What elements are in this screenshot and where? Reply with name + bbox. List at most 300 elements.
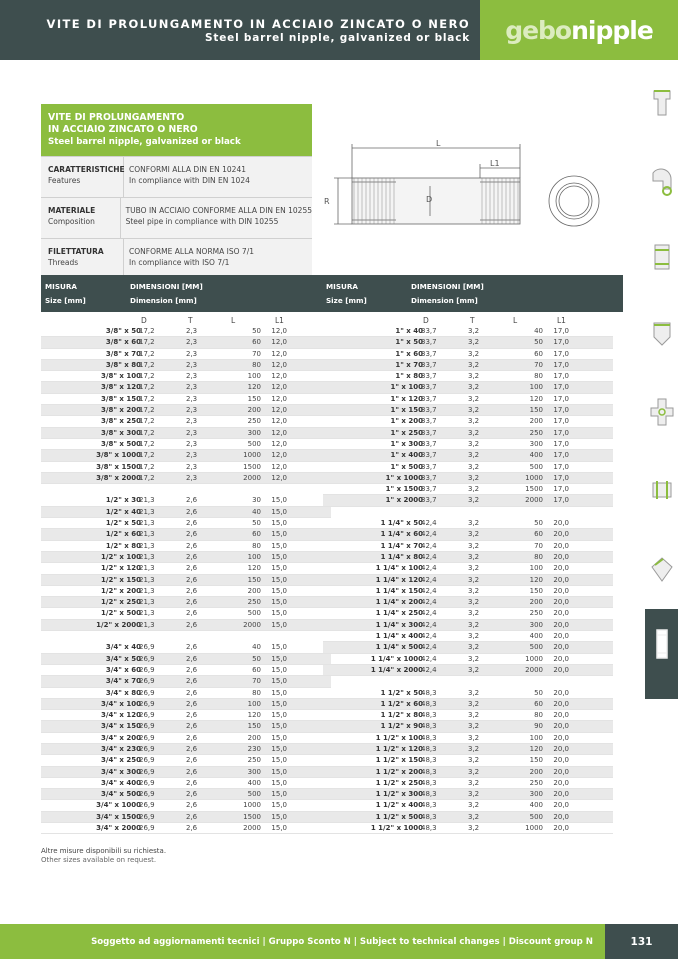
- drawing-label-L: L: [436, 140, 441, 148]
- cell-L1: 12,0: [271, 383, 287, 392]
- cell-L: 150: [247, 722, 261, 731]
- cell-L1: 20,0: [553, 620, 569, 629]
- cell-L1: 15,0: [271, 530, 287, 539]
- cell-L1: 12,0: [271, 394, 287, 403]
- cell-size: 3/4" x 500: [101, 790, 141, 799]
- cell-D: 26,9: [139, 778, 155, 787]
- cell-T: 2,3: [186, 327, 198, 335]
- table-row: [323, 800, 613, 811]
- table-row: [41, 529, 331, 540]
- cell-T: 3,2: [468, 665, 480, 674]
- table-row: [323, 337, 613, 348]
- union-fitting-icon[interactable]: [649, 473, 675, 507]
- table-row: [41, 800, 331, 811]
- cell-D: 33,7: [421, 451, 437, 460]
- cell-L1: 15,0: [271, 778, 287, 787]
- cell-T: 3,2: [468, 417, 480, 426]
- cell-size: 1 1/2" x 60: [380, 699, 423, 708]
- cell-L1: 20,0: [553, 609, 569, 618]
- cell-T: 2,3: [186, 428, 198, 437]
- table-row: [323, 823, 613, 834]
- cell-L: 1000: [243, 801, 261, 810]
- table-row: [41, 620, 331, 631]
- cell-T: 3,2: [468, 632, 480, 641]
- cell-T: 3,2: [468, 473, 480, 482]
- cell-D: 33,7: [421, 496, 437, 505]
- cell-size: 3/8" x 60: [105, 338, 141, 347]
- table-row: [323, 642, 613, 653]
- header-dimensions-en: Dimension [mm]: [130, 296, 197, 305]
- cell-size: 1" x 70: [395, 360, 423, 369]
- cell-L1: 20,0: [553, 541, 569, 550]
- table-row: [41, 710, 331, 721]
- cell-size: 1 1/2" x 1000: [370, 824, 423, 833]
- cell-L: 200: [529, 767, 543, 776]
- table-row: [323, 721, 613, 732]
- table-row: [41, 416, 331, 427]
- cell-L: 300: [529, 790, 543, 799]
- cell-L: 400: [529, 801, 543, 810]
- cell-size: 1" x 250: [390, 428, 423, 437]
- cell-D: 26,9: [139, 824, 155, 833]
- cell-T: 3,2: [468, 722, 480, 731]
- cell-L1: 15,0: [271, 767, 287, 776]
- cell-D: 42,4: [421, 586, 437, 595]
- info-row-features: [41, 156, 312, 197]
- cell-D: 17,2: [139, 394, 155, 403]
- cell-T: 3,2: [468, 519, 480, 528]
- table-row: [41, 563, 331, 574]
- cell-L1: 12,0: [271, 372, 287, 381]
- cell-L1: 20,0: [553, 744, 569, 753]
- cell-D: 48,3: [421, 733, 437, 742]
- cell-L: 230: [247, 744, 261, 753]
- cell-T: 2,3: [186, 462, 198, 471]
- cell-D: 17,2: [139, 360, 155, 369]
- cell-D: 42,4: [421, 609, 437, 618]
- cell-L1: 20,0: [553, 778, 569, 787]
- cell-size: 3/4" x 70: [105, 677, 141, 686]
- cell-L1: 20,0: [553, 643, 569, 652]
- cell-L: 250: [529, 609, 543, 618]
- table-row: [41, 337, 331, 348]
- table-row: [323, 529, 613, 540]
- table-row: [41, 394, 331, 405]
- cell-L1: 15,0: [271, 620, 287, 629]
- cell-size: 3/4" x 40: [105, 643, 141, 652]
- cell-L: 120: [247, 383, 261, 392]
- cell-D: 26,9: [139, 677, 155, 686]
- cell-T: 2,6: [186, 507, 198, 516]
- cell-L: 250: [247, 417, 261, 426]
- cell-size: 3/8" x 150: [101, 394, 141, 403]
- cell-D: 26,9: [139, 711, 155, 720]
- cell-T: 3,2: [468, 485, 480, 494]
- cell-D: 17,2: [139, 383, 155, 392]
- cell-T: 3,2: [468, 349, 480, 358]
- cell-L1: 20,0: [553, 722, 569, 731]
- cell-T: 2,6: [186, 688, 198, 697]
- cell-T: 3,2: [468, 609, 480, 618]
- table-row: [41, 755, 331, 766]
- cell-L1: 17,0: [553, 349, 569, 358]
- cell-T: 2,3: [186, 394, 198, 403]
- cell-L: 2000: [243, 620, 261, 629]
- cell-D: 21,3: [139, 519, 155, 528]
- product-sidebar: [645, 75, 678, 715]
- cell-L: 60: [534, 530, 543, 539]
- cell-D: 17,2: [139, 338, 155, 347]
- cell-D: 33,7: [421, 349, 437, 358]
- cell-L1: 15,0: [271, 665, 287, 674]
- cell-size: 1" x 500: [390, 462, 423, 471]
- table-row: [41, 405, 331, 416]
- cell-L: 500: [529, 462, 543, 471]
- cell-size: 1 1/2" x 200: [375, 767, 423, 776]
- header-size: Size [mm]: [45, 296, 86, 305]
- cell-D: 21,3: [139, 564, 155, 573]
- cell-D: 26,9: [139, 654, 155, 663]
- table-row: [41, 823, 331, 834]
- cell-size: 3/8" x 500: [101, 439, 141, 448]
- table-header: [41, 275, 623, 312]
- table-row: [41, 676, 331, 687]
- cell-L1: 20,0: [553, 790, 569, 799]
- header-size: Size [mm]: [326, 296, 367, 305]
- table-row: [41, 744, 331, 755]
- cell-L1: 15,0: [271, 699, 287, 708]
- table-row: [323, 575, 613, 586]
- table-row: [41, 450, 331, 461]
- availability-note: [41, 847, 166, 865]
- cell-L1: 15,0: [271, 756, 287, 765]
- cell-T: 2,6: [186, 756, 198, 765]
- cell-size: 3/4" x 1500: [96, 812, 141, 821]
- cell-L1: 17,0: [553, 406, 569, 415]
- cell-D: 48,3: [421, 824, 437, 833]
- info-header: [41, 104, 312, 156]
- table-row: [41, 507, 331, 518]
- cell-L: 120: [247, 711, 261, 720]
- cell-size: 3/4" x 200: [101, 733, 141, 742]
- bend-fitting-icon[interactable]: [649, 553, 675, 587]
- cell-D: 33,7: [421, 473, 437, 482]
- table-row: [41, 349, 331, 360]
- product-info-box: [41, 104, 312, 279]
- cell-L1: 15,0: [271, 507, 287, 516]
- table-row: [323, 326, 613, 337]
- cell-L1: 20,0: [553, 586, 569, 595]
- info-value: TUBO IN ACCIAIO CONFORME ALLA DIN EN 10255: [125, 206, 312, 215]
- cell-D: 48,3: [421, 699, 437, 708]
- cell-D: 17,2: [139, 417, 155, 426]
- cell-L: 40: [534, 327, 543, 335]
- drawing-label-L1: L1: [490, 159, 500, 168]
- cell-L: 250: [529, 428, 543, 437]
- info-value-en: Steel pipe in compliance with DIN 10255: [125, 217, 279, 226]
- cap-fitting-icon[interactable]: [649, 317, 675, 351]
- table-right-column: [323, 312, 613, 834]
- info-key: CARATTERISTICHE: [48, 165, 125, 174]
- cell-D: 42,4: [421, 530, 437, 539]
- barrel-nipple-icon[interactable]: [649, 627, 675, 661]
- cell-D: 26,9: [139, 767, 155, 776]
- cell-L: 90: [534, 722, 543, 731]
- elbow-fitting-icon[interactable]: [649, 165, 675, 199]
- cell-L1: 12,0: [271, 406, 287, 415]
- cell-D: 26,9: [139, 699, 155, 708]
- cell-size: 1" x 300: [390, 439, 423, 448]
- cell-size: 1" x 80: [395, 372, 423, 381]
- cell-size: 1/2" x 200: [101, 586, 141, 595]
- table-row: [323, 349, 613, 360]
- cell-D: 48,3: [421, 778, 437, 787]
- cell-size: 3/8" x 70: [105, 349, 141, 358]
- cell-T: 2,3: [186, 372, 198, 381]
- cell-size: 1 1/4" x 60: [380, 530, 423, 539]
- cell-L1: 15,0: [271, 812, 287, 821]
- cell-L1: 17,0: [553, 451, 569, 460]
- table-row: [323, 767, 613, 778]
- table-row: [323, 462, 613, 473]
- table-row: [41, 586, 331, 597]
- cell-T: 3,2: [468, 462, 480, 471]
- cell-L: 300: [247, 767, 261, 776]
- cell-D: 33,7: [421, 338, 437, 347]
- group-spacer: [323, 507, 613, 518]
- table-row: [41, 541, 331, 552]
- cell-L: 1000: [243, 451, 261, 460]
- info-title-line2: IN ACCIAIO ZINCATO O NERO: [48, 124, 198, 135]
- cell-T: 3,2: [468, 383, 480, 392]
- cell-L1: 12,0: [271, 473, 287, 482]
- column-headers: [323, 312, 613, 326]
- cell-D: 26,9: [139, 744, 155, 753]
- cell-L: 40: [252, 507, 261, 516]
- cell-L1: 15,0: [271, 711, 287, 720]
- cell-size: 1" x 200: [390, 417, 423, 426]
- table-left-column: [41, 312, 331, 834]
- cell-L: 200: [247, 406, 261, 415]
- cell-size: 1/2" x 30: [105, 496, 141, 505]
- socket-fitting-icon[interactable]: [649, 240, 675, 274]
- info-value-en: In compliance with ISO 7/1: [129, 258, 230, 267]
- cell-L: 50: [252, 654, 261, 663]
- cell-L1: 20,0: [553, 688, 569, 697]
- col-T: T: [470, 316, 475, 325]
- cell-L1: 12,0: [271, 451, 287, 460]
- cell-D: 17,2: [139, 428, 155, 437]
- cell-T: 2,3: [186, 417, 198, 426]
- cell-D: 33,7: [421, 360, 437, 369]
- cell-T: 3,2: [468, 530, 480, 539]
- table-row: [41, 778, 331, 789]
- footer-text: Soggetto ad aggiornamenti tecnici | Gruppo Sconto N | Subject to technical changes | Discount group N: [91, 936, 593, 947]
- cell-size: 3/4" x 230: [101, 744, 141, 753]
- cell-T: 3,2: [468, 598, 480, 607]
- table-row: [41, 642, 331, 653]
- cell-size: 1" x 40: [395, 327, 423, 335]
- table-row: [323, 710, 613, 721]
- cell-L1: 15,0: [271, 733, 287, 742]
- drawing-label-R: R: [324, 197, 330, 206]
- table-row: [41, 721, 331, 732]
- cell-L1: 15,0: [271, 744, 287, 753]
- col-D: D: [423, 316, 429, 325]
- cell-L: 50: [252, 327, 261, 335]
- cell-D: 42,4: [421, 632, 437, 641]
- cell-L1: 15,0: [271, 722, 287, 731]
- cell-T: 2,6: [186, 586, 198, 595]
- cell-D: 48,3: [421, 688, 437, 697]
- cell-L: 150: [247, 575, 261, 584]
- cell-size: 1/2" x 500: [101, 609, 141, 618]
- cell-L: 1500: [243, 462, 261, 471]
- cell-T: 2,6: [186, 733, 198, 742]
- cell-D: 48,3: [421, 767, 437, 776]
- cell-L: 1000: [525, 473, 543, 482]
- cell-size: 1" x 150: [390, 406, 423, 415]
- cell-T: 2,6: [186, 575, 198, 584]
- cell-L: 60: [252, 665, 261, 674]
- table-row: [41, 654, 331, 665]
- cell-L1: 17,0: [553, 338, 569, 347]
- info-key-en: Features: [48, 176, 81, 185]
- table-row: [323, 597, 613, 608]
- column-headers: [41, 312, 331, 326]
- cell-L: 2000: [243, 473, 261, 482]
- cell-L1: 20,0: [553, 552, 569, 561]
- col-L1: L1: [557, 316, 566, 325]
- cell-size: 1" x 1500: [385, 485, 423, 494]
- cell-size: 1 1/4" x 70: [380, 541, 423, 550]
- cell-D: 21,3: [139, 507, 155, 516]
- table-row: [323, 755, 613, 766]
- cell-L: 100: [529, 564, 543, 573]
- cell-T: 2,6: [186, 711, 198, 720]
- cell-L1: 15,0: [271, 552, 287, 561]
- cell-size: 1" x 50: [395, 338, 423, 347]
- cell-D: 42,4: [421, 643, 437, 652]
- cell-L: 1500: [525, 485, 543, 494]
- cross-fitting-icon[interactable]: [649, 395, 675, 429]
- cell-L: 500: [247, 439, 261, 448]
- table-row: [323, 778, 613, 789]
- cell-D: 21,3: [139, 530, 155, 539]
- logo-part-b: nipple: [571, 15, 653, 45]
- group-spacer: [41, 631, 331, 642]
- header-dimensions-en: Dimension [mm]: [411, 296, 478, 305]
- cell-T: 2,6: [186, 812, 198, 821]
- cell-L1: 15,0: [271, 790, 287, 799]
- cell-L: 1000: [525, 824, 543, 833]
- info-row-composition: [41, 197, 312, 238]
- cell-size: 1 1/4" x 250: [375, 609, 423, 618]
- cell-L1: 20,0: [553, 824, 569, 833]
- cell-L1: 17,0: [553, 372, 569, 381]
- cell-D: 26,9: [139, 665, 155, 674]
- table-row: [323, 620, 613, 631]
- cell-L: 70: [534, 360, 543, 369]
- cell-L1: 17,0: [553, 485, 569, 494]
- cell-L1: 17,0: [553, 394, 569, 403]
- cell-D: 48,3: [421, 756, 437, 765]
- logo-part-a: gebo: [505, 15, 572, 45]
- cell-T: 3,2: [468, 744, 480, 753]
- cell-L1: 20,0: [553, 801, 569, 810]
- cell-L: 2000: [525, 496, 543, 505]
- cell-D: 21,3: [139, 609, 155, 618]
- cell-D: 26,9: [139, 790, 155, 799]
- cell-L: 80: [534, 552, 543, 561]
- cell-size: 1" x 1000: [385, 473, 423, 482]
- cell-L1: 12,0: [271, 327, 287, 335]
- info-key-en: Composition: [48, 217, 95, 226]
- cell-L: 500: [529, 812, 543, 821]
- group-spacer: [323, 676, 613, 687]
- cell-size: 1/2" x 250: [101, 598, 141, 607]
- table-row: [41, 360, 331, 371]
- cell-T: 2,6: [186, 801, 198, 810]
- cell-T: 2,3: [186, 349, 198, 358]
- table-row: [323, 608, 613, 619]
- cell-size: 1/2" x 120: [101, 564, 141, 573]
- cell-size: 1 1/2" x 50: [380, 688, 423, 697]
- tee-fitting-icon[interactable]: [649, 85, 675, 119]
- cell-D: 42,4: [421, 564, 437, 573]
- cell-L: 2000: [243, 824, 261, 833]
- table-row: [41, 326, 331, 337]
- cell-L: 200: [247, 586, 261, 595]
- table-row: [323, 450, 613, 461]
- cell-L1: 20,0: [553, 519, 569, 528]
- table-row: [41, 812, 331, 823]
- cell-T: 3,2: [468, 428, 480, 437]
- table-row: [323, 812, 613, 823]
- cell-L: 150: [247, 394, 261, 403]
- col-T: T: [188, 316, 193, 325]
- cell-T: 2,6: [186, 564, 198, 573]
- cell-T: 3,2: [468, 338, 480, 347]
- table-row: [323, 360, 613, 371]
- cell-T: 2,3: [186, 451, 198, 460]
- cell-T: 2,6: [186, 790, 198, 799]
- cell-size: 1 1/2" x 150: [375, 756, 423, 765]
- info-key-en: Threads: [48, 258, 79, 267]
- cell-D: 26,9: [139, 756, 155, 765]
- cell-T: 3,2: [468, 575, 480, 584]
- cell-L: 200: [529, 598, 543, 607]
- cell-size: 1 1/2" x 300: [375, 790, 423, 799]
- cell-size: 3/4" x 120: [101, 711, 141, 720]
- cell-D: 17,2: [139, 439, 155, 448]
- table-row: [323, 405, 613, 416]
- table-row: [323, 416, 613, 427]
- cell-size: 1 1/4" x 120: [375, 575, 423, 584]
- cell-D: 33,7: [421, 428, 437, 437]
- cell-L1: 17,0: [553, 462, 569, 471]
- cell-D: 17,2: [139, 349, 155, 358]
- cell-T: 2,6: [186, 541, 198, 550]
- cell-T: 2,6: [186, 665, 198, 674]
- table-row: [41, 665, 331, 676]
- col-L: L: [231, 316, 236, 325]
- cell-T: 3,2: [468, 756, 480, 765]
- brand-logo[interactable]: [480, 0, 678, 60]
- cell-D: 33,7: [421, 383, 437, 392]
- cell-T: 3,2: [468, 699, 480, 708]
- table-row: [323, 473, 613, 484]
